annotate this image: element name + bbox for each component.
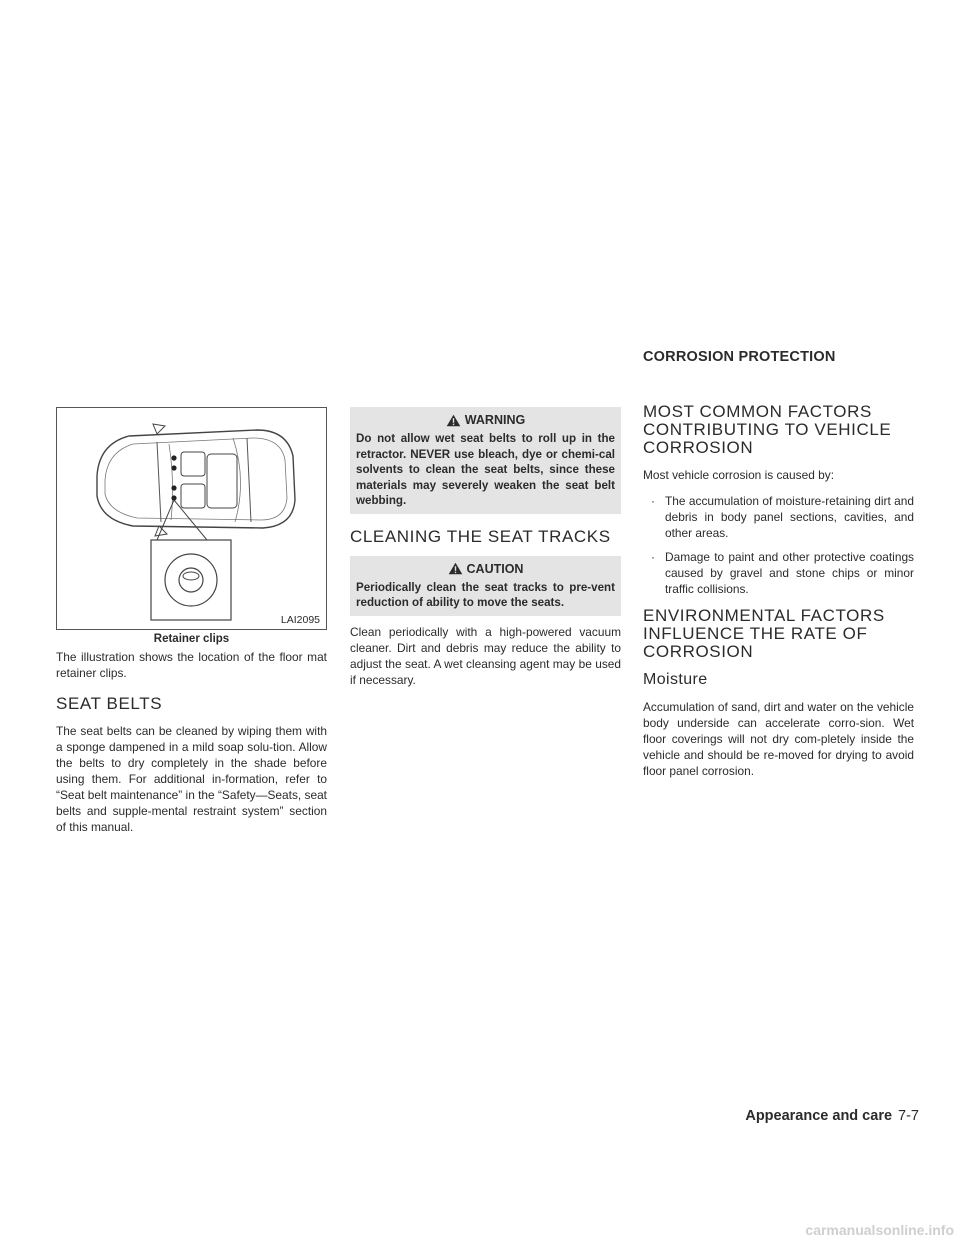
warning-label: WARNING bbox=[464, 413, 526, 427]
watermark: carmanualsonline.info bbox=[805, 1222, 954, 1238]
seat-belts-paragraph: The seat belts can be cleaned by wiping them with a sponge dampened in a mild soap solu-tion. Allow the belts to dry completely in the shade before using them. For additional in-formation, refer to “Seat belt maintenance” in the “Safety—Seats, seat belts and supple-mental restraint system” section of this manual. bbox=[56, 724, 327, 834]
warning-triangle-icon bbox=[446, 414, 461, 427]
caution-label: CAUTION bbox=[466, 561, 524, 576]
column-right bbox=[643, 403, 914, 789]
warning-text: Do not allow wet seat belts to roll up in the retractor. NEVER use bleach, dye or chemi-cal solvents to clean the seat belts, since these materials may severely weaken the seat belt webbing. bbox=[356, 432, 615, 507]
common-factors-heading: MOST COMMON FACTORS CONTRIBUTING TO VEHICLE CORROSION bbox=[643, 402, 892, 457]
caution-box bbox=[350, 556, 621, 616]
list-item: · The accumulation of moisture-retaining dirt and debris in body panel sections, cavities, and other areas. bbox=[651, 494, 914, 540]
environmental-factors-heading: ENVIRONMENTAL FACTORS INFLUENCE THE RATE OF CORROSION bbox=[643, 606, 885, 661]
warning-box bbox=[350, 407, 621, 514]
page-number: 7-7 bbox=[898, 1108, 919, 1124]
intro-paragraph: The illustration shows the location of the floor mat retainer clips. bbox=[56, 650, 327, 680]
section-title: CORROSION PROTECTION bbox=[643, 349, 836, 365]
bullet-icon: · bbox=[651, 550, 655, 564]
footer-label: Appearance and care bbox=[745, 1108, 893, 1124]
figure-code: LAI2095 bbox=[280, 614, 320, 626]
seat-belts-heading: SEAT BELTS bbox=[56, 694, 163, 713]
page-footer bbox=[745, 1108, 919, 1124]
retainer-clips-figure bbox=[56, 407, 327, 630]
column-left bbox=[56, 407, 327, 845]
car-top-view-illustration bbox=[57, 408, 326, 629]
seat-tracks-heading: CLEANING THE SEAT TRACKS bbox=[350, 526, 611, 546]
figure-caption: Retainer clips bbox=[153, 633, 230, 645]
moisture-paragraph: Accumulation of sand, dirt and water on the vehicle body underside can accelerate corro-sion. Wet floor coverings will not dry com-pletely inside the vehicle and should be re-moved for drying to avoid floor panel corrosion. bbox=[643, 700, 914, 778]
column-middle bbox=[350, 407, 621, 698]
bullet-icon: · bbox=[651, 494, 655, 508]
caution-triangle-icon bbox=[448, 562, 463, 575]
caution-text: Periodically clean the seat tracks to pre-vent reduction of ability to move the seats. bbox=[356, 580, 615, 609]
seat-tracks-paragraph: Clean periodically with a high-powered vacuum cleaner. Dirt and debris may reduce the ability to adjust the seat. A wet cleansing agent may be used if necessary. bbox=[350, 624, 621, 687]
common-factors-intro: Most vehicle corrosion is caused by: bbox=[643, 468, 834, 482]
list-item: · Damage to paint and other protective coatings caused by gravel and stone chips or minor traffic collisions. bbox=[651, 550, 914, 596]
moisture-heading: Moisture bbox=[643, 671, 708, 688]
common-factors-list bbox=[643, 493, 914, 597]
